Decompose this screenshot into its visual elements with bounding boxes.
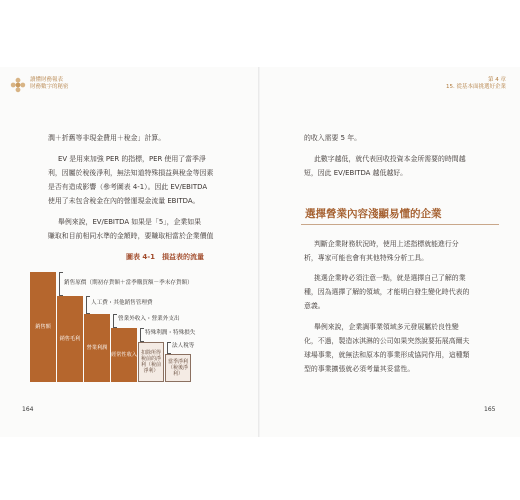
header-right-line2: 15. 從基本面挑選好企業 xyxy=(446,84,506,90)
bar-net-profit: 當季淨利（稅後淨利） xyxy=(165,354,191,382)
label-tax: 法人稅等 xyxy=(172,343,195,349)
bar-gross-profit: 銷售毛利 xyxy=(57,296,83,382)
left-line-6: 舉例來說，EV/EBITDA 如果是「5」，企業如果 xyxy=(58,218,202,226)
header-left-line2: 財務數字的秘密 xyxy=(30,84,69,90)
section-title: 選擇營業內容淺顯易懂的企業 xyxy=(305,208,442,220)
left-line-1: 潤＋折舊等非現金費用＋稅金」計算。 xyxy=(48,134,166,142)
figure-caption: 圖表 4-1 損益表的流量 xyxy=(125,253,205,261)
right-line-2: 此數字越低，就代表回收投資本金所需要的時間越 xyxy=(314,155,466,163)
right-body-line-7: 化，不過，製造冰淇淋的公司如果突然說要拓展高爾夫 xyxy=(304,337,470,345)
section-rule xyxy=(301,224,499,225)
running-header-right xyxy=(446,77,506,91)
label-special: 特殊利潤・特殊損失 xyxy=(145,330,196,336)
right-body-line-9: 型的事業擴張就必須考量其妥當性。 xyxy=(304,365,415,373)
left-line-5: 使用了未包含稅金在內的營運現金流量 EBITDA。 xyxy=(48,197,200,205)
header-right-line1: 第 4 章 xyxy=(488,77,506,83)
flower-logo-icon xyxy=(10,77,26,93)
right-body-line-3: 挑選企業時必須注意一點，就是選擇自己了解的業 xyxy=(314,274,466,282)
label-nonop: 營業外收入・營業外支出 xyxy=(118,316,180,322)
bracket-cogs xyxy=(59,272,63,296)
right-body-line-5: 意義。 xyxy=(304,302,325,310)
label-sga: 人工費・其他銷售管理費 xyxy=(91,300,153,306)
right-line-3: 短，因此 EV/EBITDA 越低越好。 xyxy=(304,169,408,177)
right-body-line-8: 球場事業，就無法和原本的事業形成協同作用，這種類 xyxy=(304,351,470,359)
bracket-special xyxy=(140,328,144,342)
bar-operating-profit: 營業利潤 xyxy=(84,314,110,382)
bracket-tax xyxy=(167,342,171,354)
header-left-line1: 讀懂財務報表 xyxy=(30,77,64,83)
page-number-left: 164 xyxy=(22,406,34,413)
right-body-line-1: 判斷企業財務狀況時，使用上述指標就能進行分 xyxy=(314,240,459,248)
left-line-7: 賺取和目前相同水準的金額時，要賺取相當於企業價值 xyxy=(48,232,214,240)
left-line-2: EV 是用來加強 PER 的指標，PER 使用了當季淨 xyxy=(58,155,206,163)
label-cogs: 銷售原價（期初存貨額＋當季購買額－季末存貨額） xyxy=(64,280,193,286)
running-header-left xyxy=(10,77,69,93)
left-line-4: 是否有造成影響（參考圖表 4-1）。因此 EV/EBITDA xyxy=(48,183,208,191)
bar-ordinary-profit: 經常性收入 xyxy=(111,328,137,382)
right-body-line-2: 析，專家可能也會有其他特殊分析工具。 xyxy=(304,254,429,262)
income-statement-flow-figure xyxy=(30,270,245,388)
bracket-nonop xyxy=(113,314,117,328)
right-line-1: 的收入需要 5 年。 xyxy=(304,134,361,142)
bracket-sga xyxy=(86,296,90,314)
page-number-right: 165 xyxy=(484,406,496,413)
right-body-line-6: 舉例來說，企業調事業領域多元發展屬於良性變 xyxy=(314,323,459,331)
bar-revenue: 銷售額 xyxy=(30,272,56,382)
right-body-line-4: 種，因為選擇了解的領域，才能明白發生變化時代表的 xyxy=(304,288,470,296)
left-line-3: 利，因屬於稅後淨利，無法知道特殊損益與稅金等因素 xyxy=(48,169,214,177)
bar-pretax-profit: 扣除所得稅前的淨利（稅前淨利） xyxy=(138,342,164,382)
